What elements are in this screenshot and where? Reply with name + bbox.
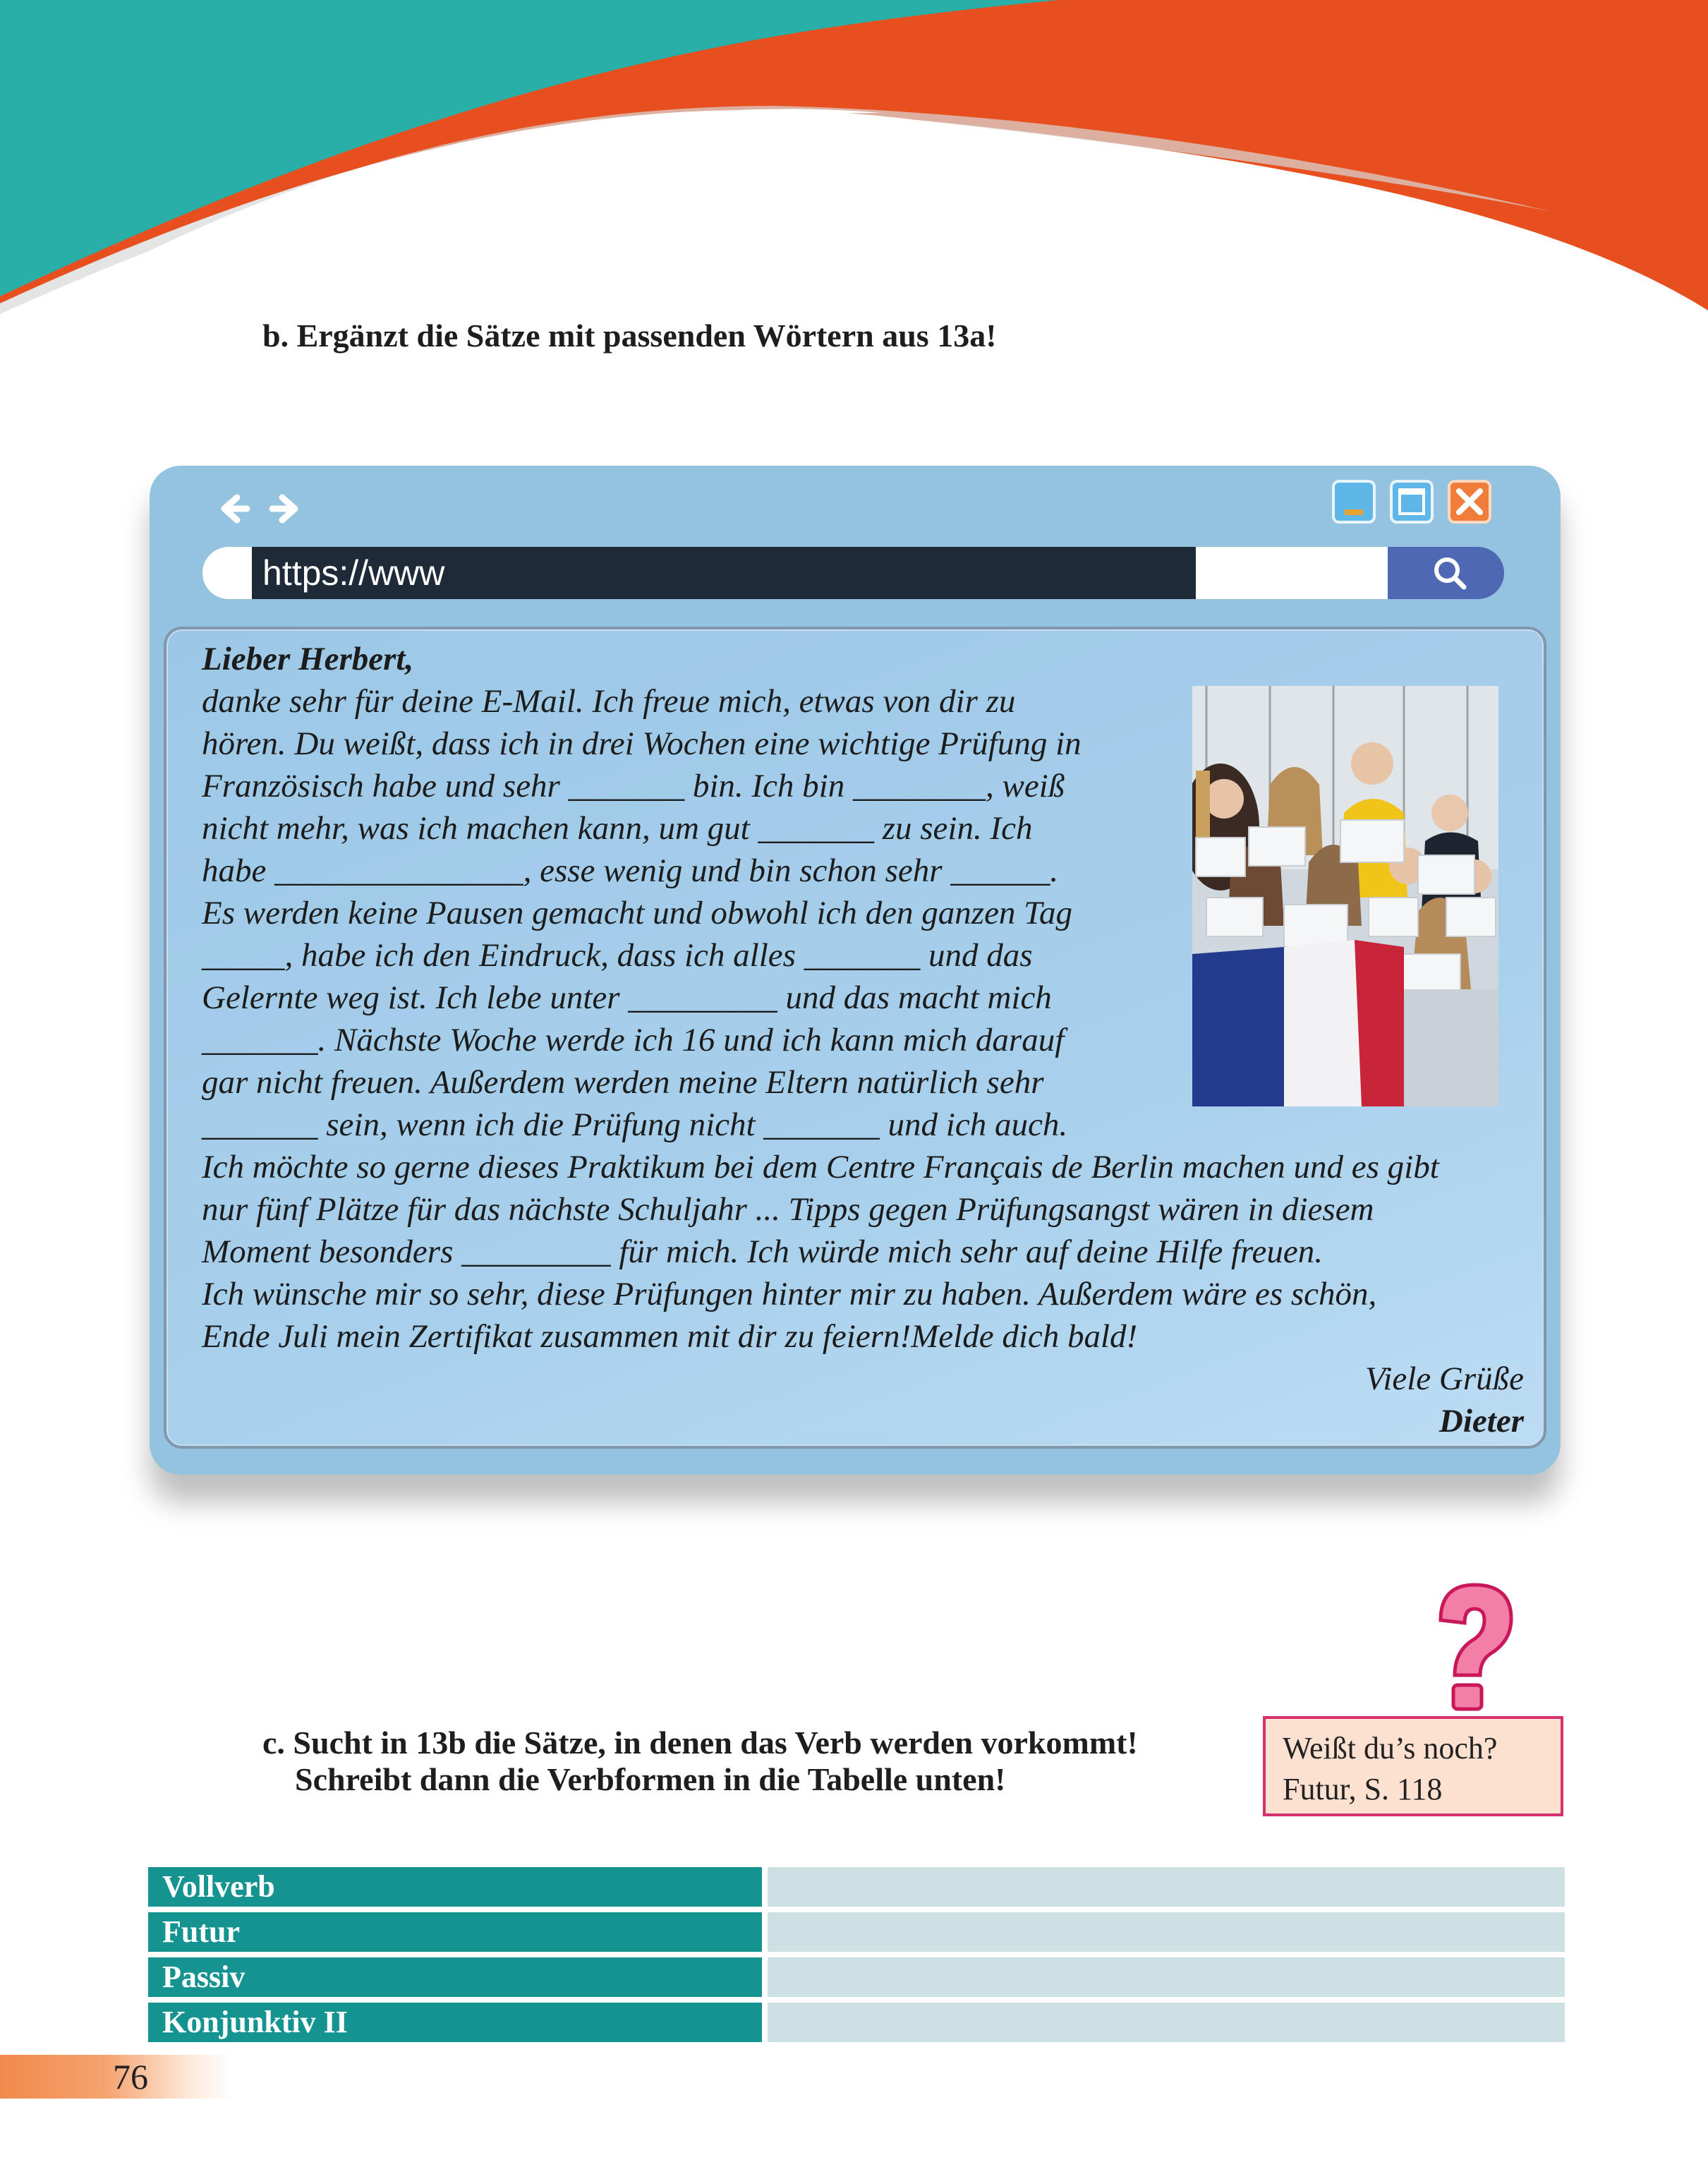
header-wave <box>0 0 1708 332</box>
table-row-label: Konjunktiv II <box>148 2003 762 2042</box>
maximize-icon[interactable] <box>1390 480 1434 524</box>
letter-line: Ende Juli mein Zertifikat zusammen mit dir zu feiern!Melde dich bald! <box>202 1318 1138 1355</box>
letter-line: nur fünf Plätze für das nächste Schuljahr ... Tipps gegen Prüfungsangst wären in diesem <box>202 1191 1374 1228</box>
letter-line: Es werden keine Pausen gemacht und obwohl ich den ganzen Tag <box>202 895 1073 931</box>
letter-line: _______. Nächste Woche werde ich 16 und ich kann mich darauf <box>202 1022 1065 1058</box>
task-c-instruction-line1: c. Sucht in 13b die Sätze, in denen das Verb werden vorkommt! <box>262 1725 1138 1761</box>
letter-line: Französisch habe und sehr _______ bin. Ich bin ________, weiß <box>202 768 1065 804</box>
table-answer-cell[interactable] <box>768 1957 1565 1997</box>
hint-box <box>1263 1716 1563 1816</box>
letter-closing: Viele Grüße <box>1365 1360 1524 1397</box>
table-row <box>148 1957 1565 1997</box>
table-answer-cell[interactable] <box>768 1912 1565 1952</box>
forward-arrow-icon[interactable] <box>268 490 305 527</box>
hint-reference: Futur, S. 118 <box>1283 1772 1443 1806</box>
letter-line: nicht mehr, was ich machen kann, um gut _______ zu sein. Ich <box>202 810 1033 847</box>
page-number: 76 <box>113 2057 148 2096</box>
hint-title: Weißt du’s noch? <box>1283 1731 1498 1765</box>
letter-line: hören. Du weißt, dass ich in drei Wochen eine wichtige Prüfung in <box>202 725 1082 762</box>
search-icon <box>1429 552 1471 594</box>
question-mark-icon <box>1412 1578 1532 1716</box>
students-photo <box>1192 686 1498 1106</box>
letter-line: Ich möchte so gerne dieses Praktikum bei dem Centre Français de Berlin machen und es gibt <box>202 1149 1439 1185</box>
letter-line: Moment besonders _________ für mich. Ich würde mich sehr auf deine Hilfe freuen. <box>202 1233 1324 1270</box>
table-row <box>148 1912 1565 1952</box>
letter-line: _______ sein, wenn ich die Prüfung nicht _______ und ich auch. <box>202 1106 1068 1143</box>
search-button[interactable] <box>1388 547 1504 599</box>
table-row-label: Futur <box>148 1912 762 1952</box>
url-text: https://www <box>262 553 445 593</box>
table-answer-cell[interactable] <box>768 1867 1565 1907</box>
letter-line: _____, habe ich den Eindruck, dass ich alles _______ und das <box>202 937 1033 974</box>
letter-line: habe _______________, esse wenig und bin schon sehr ______. <box>202 852 1059 889</box>
back-arrow-icon[interactable] <box>214 490 251 527</box>
table-row <box>148 1867 1565 1907</box>
letter-signature: Dieter <box>1439 1403 1524 1439</box>
table-row-label: Passiv <box>148 1957 762 1997</box>
letter-line: Gelernte weg ist. Ich lebe unter _________ und das macht mich <box>202 979 1052 1016</box>
table-row <box>148 2003 1565 2042</box>
letter-line: Ich wünsche mir so sehr, diese Prüfungen hinter mir zu haben. Außerdem wäre es schön, <box>202 1276 1377 1312</box>
close-icon[interactable] <box>1448 480 1491 524</box>
letter-line: danke sehr für deine E-Mail. Ich freue mich, etwas von dir zu <box>202 683 1016 720</box>
letter-line: gar nicht freuen. Außerdem werden meine Eltern natürlich sehr <box>202 1064 1044 1101</box>
table-row-label: Vollverb <box>148 1867 762 1907</box>
task-c-instruction-line2: Schreibt dann die Verbformen in die Tabelle unten! <box>295 1761 1006 1797</box>
minimize-icon[interactable] <box>1332 480 1376 524</box>
task-b-instruction: b. Ergänzt die Sätze mit passenden Wörtern aus 13a! <box>262 318 997 354</box>
table-answer-cell[interactable] <box>768 2003 1565 2042</box>
letter-greeting: Lieber Herbert, <box>202 641 414 677</box>
